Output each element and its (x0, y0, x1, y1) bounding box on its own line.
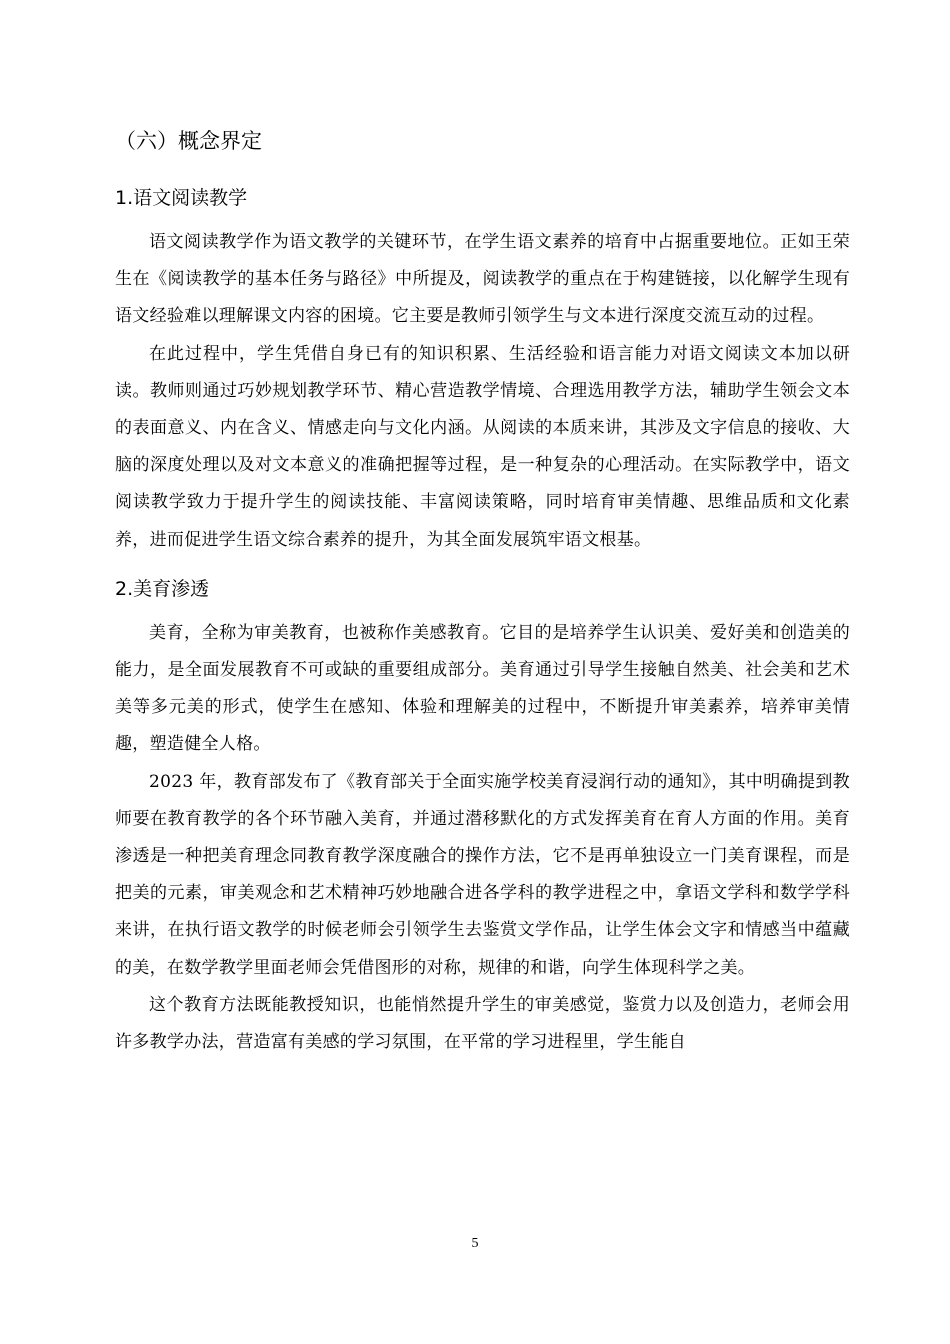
subsection-heading-2: 2.美育渗透 (115, 577, 210, 600)
paragraph: 美育，全称为审美教育，也被称作美感教育。它目的是培养学生认识美、爱好美和创造美的能力，是全面发展教育不可或缺的重要组成部分。美育通过引导学生接触自然美、社会美和艺术美等多元美的形式，使学生在感知、体验和理解美的过程中，不断提升审美素养，培养审美情趣，塑造健全人格。 (115, 622, 850, 755)
page-content (115, 117, 850, 1061)
paragraph: 在此过程中，学生凭借自身已有的知识积累、生活经验和语言能力对语文阅读文本加以研读。教师则通过巧妙规划教学环节、精心营造教学情境、合理选用教学方法，辅助学生领会文本的表面意义、内在含义、情感走向与文化内涵。从阅读的本质来讲，其涉及文字信息的接收、大脑的深度处理以及对文本意义的准确把握等过程，是一种复杂的心理活动。在实际教学中，语文阅读教学致力于提升学生的阅读技能、丰富阅读策略，同时培育审美情趣、思维品质和文化素养，进而促进学生语文综合素养的提升，为其全面发展筑牢语文根基。 (115, 343, 850, 550)
subsection-heading-1: 1.语文阅读教学 (115, 187, 248, 209)
paragraph: 这个教育方法既能教授知识，也能悄然提升学生的审美感觉，鉴赏力以及创造力，老师会用许多教学办法，营造富有美感的学习氛围，在平常的学习进程里，学生能自 (115, 994, 850, 1053)
section-heading: （六）概念界定 (115, 129, 262, 153)
paragraph: 语文阅读教学作为语文教学的关键环节，在学生语文素养的培育中占据重要地位。正如王荣生在《阅读教学的基本任务与路径》中所提及，阅读教学的重点在于构建链接，以化解学生现有语文经验难以理解课文内容的困境。它主要是教师引领学生与文本进行深度交流互动的过程。 (115, 232, 850, 327)
page-number: 5 (471, 1236, 479, 1251)
paragraph: 2023 年，教育部发布了《教育部关于全面实施学校美育浸润行动的通知》，其中明确提到教师要在教育教学的各个环节融入美育，并通过潜移默化的方式发挥美育在育人方面的作用。美育渗透是一种把美育理念同教育教学深度融合的操作方法，它不是再单独设立一门美育课程，而是把美的元素，审美观念和艺术精神巧妙地融合进各学科的教学进程之中，拿语文学科和数学学科来讲，在执行语文教学的时候老师会引领学生去鉴赏文学作品，让学生体会文字和情感当中蕴藏的美，在数学教学里面老师会凭借图形的对称，规律的和谐，向学生体现科学之美。 (115, 771, 850, 978)
